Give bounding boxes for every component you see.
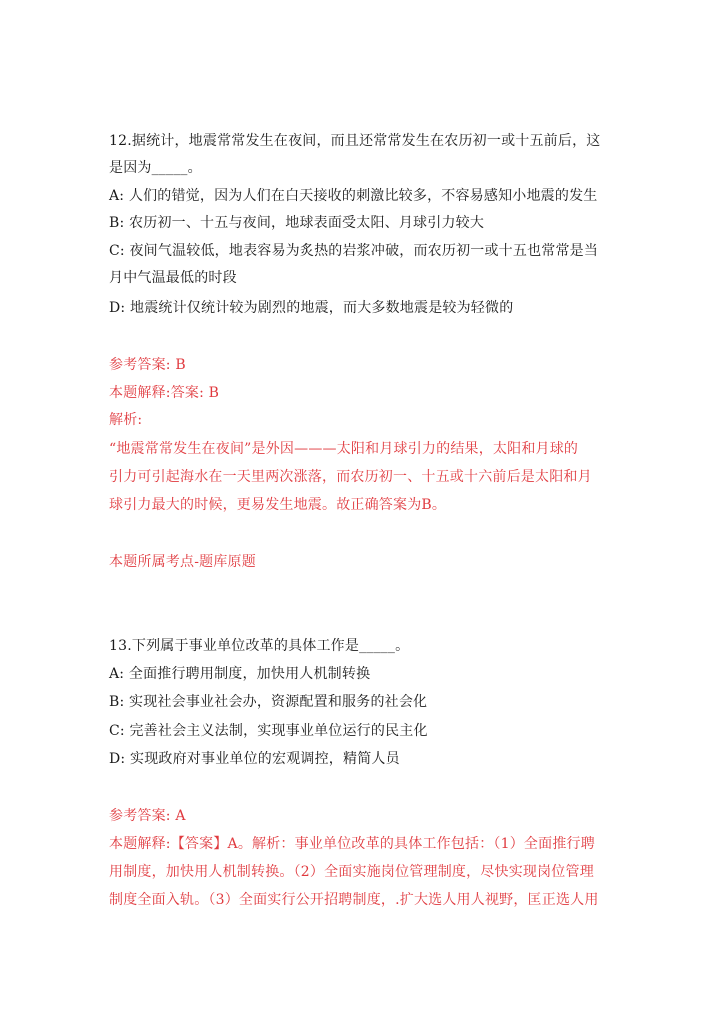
q13-stem: 13.下列属于事业单位改革的具体工作是_____。 <box>109 638 410 654</box>
q12-option-c-line2: 月中气温最低的时段 <box>109 270 237 286</box>
q13-explanation-line3: 制度全面入轨。（3）全面实行公开招聘制度，.扩大选人用人视野，匡正选人用 <box>109 892 599 908</box>
q12-option-b: B: 农历初一、十五与夜间，地球表面受太阳、月球引力较大 <box>109 215 485 231</box>
q12-stem-line1: 12.据统计，地震常常发生在夜间，而且还常常发生在农历初一或十五前后，这 <box>109 133 601 149</box>
q12-option-d: D: 地震统计仅统计较为剧烈的地震，而大多数地震是较为轻微的 <box>109 300 514 316</box>
q12-analysis-line1: “地震常常发生在夜间”是外因———太阳和月球引力的结果，太阳和月球的 <box>109 441 579 457</box>
q12-option-c-line1: C: 夜间气温较低，地表容易为炙热的岩浆冲破，而农历初一或十五也常常是当 <box>109 243 599 259</box>
q12-explanation-label: 本题解释:答案: B <box>109 385 220 401</box>
q12-stem-line2: 是因为_____。 <box>109 160 202 176</box>
q13-option-c: C: 完善社会主义法制，实现事业单位运行的民主化 <box>109 723 428 739</box>
q12-answer: 参考答案: B <box>109 357 186 373</box>
q12-option-a: A: 人们的错觉，因为人们在白天接收的刺激比较多，不容易感知小地震的发生 <box>109 188 598 204</box>
q12-analysis-line2: 引力可引起海水在一天里两次涨落，而农历初一、十五或十六前后是太阳和月 <box>109 469 592 485</box>
q13-option-a: A: 全面推行聘用制度，加快用人机制转换 <box>109 666 371 682</box>
q13-option-b: B: 实现社会事业社会办，资源配置和服务的社会化 <box>109 694 428 710</box>
q13-explanation-line2: 用制度，加快用人机制转换。（2）全面实施岗位管理制度，尽快实现岗位管理 <box>109 864 594 880</box>
q12-topic: 本题所属考点-题库原题 <box>109 554 256 570</box>
q13-answer: 参考答案: A <box>109 808 186 824</box>
q13-explanation-line1: 本题解释:【答案】A。解析：事业单位改革的具体工作包括：（1）全面推行聘 <box>109 836 595 852</box>
q12-analysis-line3: 球引力最大的时候，更易发生地震。故正确答案为B。 <box>109 497 447 513</box>
q12-analysis-label: 解析: <box>109 412 143 428</box>
q13-option-d: D: 实现政府对事业单位的宏观调控，精简人员 <box>109 751 400 767</box>
